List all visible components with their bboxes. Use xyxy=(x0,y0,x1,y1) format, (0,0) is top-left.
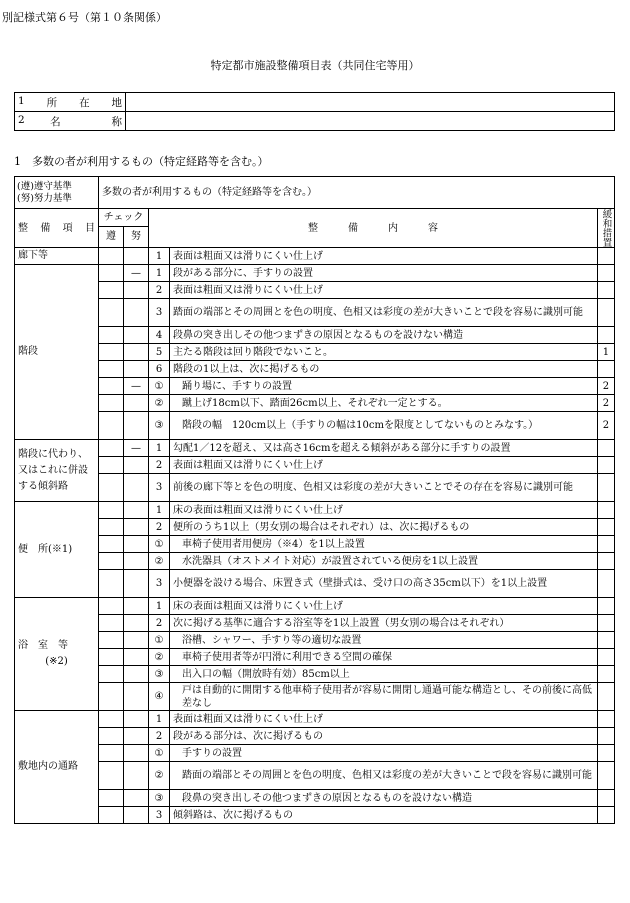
check-effort-cell[interactable] xyxy=(124,248,149,265)
row-number: ① xyxy=(149,745,170,762)
check-mandatory-cell[interactable] xyxy=(99,344,124,361)
requirement-text: 小便器を設ける場合、床置き式（壁掛式は、受け口の高さ35cm以下）を1以上設置 xyxy=(170,570,598,598)
check-mandatory-cell[interactable] xyxy=(99,745,124,762)
header-row-standards xyxy=(15,177,615,209)
document-title: 特定都市施設整備項目表（共同住宅等用） xyxy=(210,59,420,72)
check-mandatory-cell[interactable] xyxy=(99,790,124,807)
checklist-table xyxy=(14,176,615,824)
check-mandatory-cell[interactable] xyxy=(99,711,124,728)
mitigation-cell xyxy=(597,790,614,807)
item-name xyxy=(15,248,99,265)
check-effort-cell[interactable] xyxy=(124,615,149,632)
check-effort-cell[interactable] xyxy=(124,502,149,519)
item-name-text: 廊下等 xyxy=(18,250,48,261)
row-number: 1 xyxy=(149,711,170,728)
check-effort-cell[interactable] xyxy=(124,519,149,536)
mitigation-cell xyxy=(597,807,614,824)
check-mandatory-cell[interactable] xyxy=(99,728,124,745)
check-mandatory-cell[interactable] xyxy=(99,683,124,711)
check-mandatory-cell[interactable] xyxy=(99,395,124,412)
mitigation-cell xyxy=(597,553,614,570)
requirement-text: 踏面の端部とその周囲とを色の明度、色相又は彩度の差が大きいことで段を容易に識別可能 xyxy=(170,299,598,327)
check-mandatory-cell[interactable] xyxy=(99,378,124,395)
item-name-text: 浴 室 等 xyxy=(18,640,68,651)
info-value-field[interactable] xyxy=(126,93,615,112)
mitigation-cell: 2 xyxy=(597,412,614,440)
check-mandatory-cell[interactable] xyxy=(99,327,124,344)
check-mandatory-cell[interactable] xyxy=(99,649,124,666)
requirement-text: 前後の廊下等とを色の明度、色相又は彩度の差が大きいことでその存在を容易に識別可能 xyxy=(170,474,598,502)
checklist-row xyxy=(15,762,615,790)
check-mandatory-cell[interactable] xyxy=(99,666,124,683)
check-effort-cell[interactable] xyxy=(124,282,149,299)
checklist-row xyxy=(15,248,615,265)
check-mandatory-cell[interactable] xyxy=(99,502,124,519)
item-name-text: 便 所(※1) xyxy=(18,543,73,555)
check-mandatory-cell[interactable] xyxy=(99,519,124,536)
mitigation-cell xyxy=(597,248,614,265)
form-number: 別記様式第６号（第１０条関係） xyxy=(2,11,167,24)
mitigation-cell xyxy=(597,536,614,553)
check-effort-cell[interactable] xyxy=(124,711,149,728)
check-effort-cell[interactable] xyxy=(124,807,149,824)
check-effort-cell[interactable] xyxy=(124,598,149,615)
check-effort-cell[interactable] xyxy=(124,553,149,570)
checklist-row xyxy=(15,745,615,762)
check-effort-cell[interactable] xyxy=(124,299,149,327)
checklist-row xyxy=(15,666,615,683)
requirement-text: 勾配1／12を超え、又は高さ16cmを超える傾斜がある部分に手すりの設置 xyxy=(170,440,598,457)
checklist-row xyxy=(15,570,615,598)
check-mandatory-cell[interactable] xyxy=(99,299,124,327)
row-number: 3 xyxy=(149,807,170,824)
mitigation-cell xyxy=(597,361,614,378)
check-effort-cell[interactable] xyxy=(124,570,149,598)
checklist-row xyxy=(15,728,615,745)
check-mandatory-cell[interactable] xyxy=(99,282,124,299)
row-number: 3 xyxy=(149,474,170,502)
mitigation-cell xyxy=(597,457,614,474)
row-number: 1 xyxy=(149,248,170,265)
header-check: チェック xyxy=(99,209,149,227)
checklist-row xyxy=(15,536,615,553)
info-label: 2 名 称 xyxy=(15,112,126,131)
mitigation-cell xyxy=(597,282,614,299)
mitigation-cell xyxy=(597,711,614,728)
checklist-row xyxy=(15,299,615,327)
row-number: ① xyxy=(149,632,170,649)
requirement-text: 床の表面は粗面又は滑りにくい仕上げ xyxy=(170,598,598,615)
legend-mandatory: (遵)遵守基準 xyxy=(17,180,72,192)
checklist-row xyxy=(15,807,615,824)
check-effort-cell: — xyxy=(124,440,149,457)
checklist-row xyxy=(15,457,615,474)
row-number: 2 xyxy=(149,519,170,536)
item-name xyxy=(15,502,99,598)
item-name-text: 階段 xyxy=(18,346,38,357)
row-number: ② xyxy=(149,649,170,666)
check-mandatory-cell[interactable] xyxy=(99,248,124,265)
mitigation-cell xyxy=(597,502,614,519)
requirement-text: 踏面の端部とその周囲とを色の明度、色相又は彩度の差が大きいことで段を容易に識別可能 xyxy=(170,762,598,790)
check-effort-cell[interactable] xyxy=(124,649,149,666)
row-number: ② xyxy=(149,395,170,412)
check-effort-cell[interactable] xyxy=(124,474,149,502)
mitigation-cell: 1 xyxy=(597,344,614,361)
check-mandatory-cell[interactable] xyxy=(99,265,124,282)
checklist-row xyxy=(15,683,615,711)
header-item: 整 備 項 目 xyxy=(15,209,99,248)
checklist-row xyxy=(15,412,615,440)
row-number: ② xyxy=(149,762,170,790)
requirement-text: 表面は粗面又は滑りにくい仕上げ xyxy=(170,282,598,299)
info-label: 1 所 在 地 xyxy=(15,93,126,112)
requirement-text: 階段の幅 120cm以上（手すりの幅は10cmを限度としてないものとみなす。） xyxy=(170,412,598,440)
mitigation-cell: 2 xyxy=(597,395,614,412)
mitigation-cell: 2 xyxy=(597,378,614,395)
requirement-text: 便所のうち1以上（男女別の場合はそれぞれ）は、次に掲げるもの xyxy=(170,519,598,536)
mitigation-cell xyxy=(597,299,614,327)
requirement-text: 段鼻の突き出しその他つまずきの原因となるものを設けない構造 xyxy=(170,790,598,807)
requirement-text: 階段の1以上は、次に掲げるもの xyxy=(170,361,598,378)
row-number: 3 xyxy=(149,570,170,598)
checklist-row xyxy=(15,553,615,570)
check-effort-cell[interactable] xyxy=(124,762,149,790)
check-mandatory-cell[interactable] xyxy=(99,412,124,440)
item-name xyxy=(15,265,99,440)
item-name-note: (※2) xyxy=(45,656,68,667)
check-effort-cell[interactable] xyxy=(124,666,149,683)
requirement-text: 表面は粗面又は滑りにくい仕上げ xyxy=(170,248,598,265)
mitigation-cell xyxy=(597,632,614,649)
check-mandatory-cell[interactable] xyxy=(99,807,124,824)
requirement-text: 踊り場に、手すりの設置 xyxy=(170,378,598,395)
checklist-row xyxy=(15,361,615,378)
mitigation-cell xyxy=(597,666,614,683)
check-mandatory-cell[interactable] xyxy=(99,536,124,553)
check-mandatory-cell[interactable] xyxy=(99,632,124,649)
mitigation-cell xyxy=(597,728,614,745)
requirement-text: 主たる階段は回り階段でないこと。 xyxy=(170,344,598,361)
row-number: 5 xyxy=(149,344,170,361)
checklist-row xyxy=(15,344,615,361)
checklist-row xyxy=(15,615,615,632)
checklist-row xyxy=(15,474,615,502)
requirement-text: 戸は自動的に開閉する他車椅子使用者が容易に開閉し通過可能な構造とし、その前後に高低差なし xyxy=(170,683,598,711)
checklist-row xyxy=(15,598,615,615)
check-effort-cell[interactable] xyxy=(124,412,149,440)
mitigation-cell xyxy=(597,762,614,790)
mitigation-cell xyxy=(597,519,614,536)
row-number: 3 xyxy=(149,299,170,327)
check-effort-cell[interactable] xyxy=(124,327,149,344)
row-number: 2 xyxy=(149,457,170,474)
checklist-row xyxy=(15,395,615,412)
item-name xyxy=(15,598,99,711)
check-mandatory-cell[interactable] xyxy=(99,457,124,474)
checklist-row xyxy=(15,327,615,344)
row-number: 2 xyxy=(149,282,170,299)
check-mandatory-cell[interactable] xyxy=(99,474,124,502)
mitigation-cell xyxy=(597,570,614,598)
check-effort-cell[interactable] xyxy=(124,361,149,378)
info-value-field[interactable] xyxy=(126,112,615,131)
mitigation-cell xyxy=(597,683,614,711)
requirement-text: 段がある部分に、手すりの設置 xyxy=(170,265,598,282)
mitigation-cell xyxy=(597,265,614,282)
check-effort-cell[interactable] xyxy=(124,683,149,711)
check-effort-cell: — xyxy=(124,265,149,282)
requirement-text: 車椅子使用者等が円滑に利用できる空間の確保 xyxy=(170,649,598,666)
requirement-text: 段鼻の突き出しその他つまずきの原因となるものを設けない構造 xyxy=(170,327,598,344)
checklist-row xyxy=(15,282,615,299)
mitigation-cell xyxy=(597,615,614,632)
requirement-text: 表面は粗面又は滑りにくい仕上げ xyxy=(170,711,598,728)
header-effort: 努 xyxy=(124,226,149,247)
row-number: ② xyxy=(149,553,170,570)
check-mandatory-cell[interactable] xyxy=(99,440,124,457)
row-number: 1 xyxy=(149,440,170,457)
requirement-text: 段がある部分は、次に掲げるもの xyxy=(170,728,598,745)
checklist-row xyxy=(15,440,615,457)
row-number: ④ xyxy=(149,683,170,711)
check-mandatory-cell[interactable] xyxy=(99,762,124,790)
legend-effort: (努)努力基準 xyxy=(17,192,72,204)
site-info-table xyxy=(14,92,615,131)
checklist-row xyxy=(15,502,615,519)
check-mandatory-cell[interactable] xyxy=(99,361,124,378)
check-effort-cell[interactable] xyxy=(124,344,149,361)
item-name xyxy=(15,711,99,824)
row-number: 2 xyxy=(149,615,170,632)
check-mandatory-cell[interactable] xyxy=(99,570,124,598)
check-mandatory-cell[interactable] xyxy=(99,615,124,632)
requirement-text: 車椅子使用者用便房（※4）を1以上設置 xyxy=(170,536,598,553)
item-name-text: 階段に代わり、又はこれに併設する傾斜路 xyxy=(18,448,88,492)
item-name xyxy=(15,440,99,502)
check-effort-cell[interactable] xyxy=(124,536,149,553)
item-name-text: 敷地内の通路 xyxy=(18,761,78,772)
standard-legend xyxy=(15,177,99,209)
checklist-row xyxy=(15,632,615,649)
checklist-row xyxy=(15,790,615,807)
row-number: 1 xyxy=(149,598,170,615)
check-effort-cell[interactable] xyxy=(124,790,149,807)
requirement-text: 手すりの設置 xyxy=(170,745,598,762)
info-row xyxy=(15,112,615,131)
requirement-text: 床の表面は粗面又は滑りにくい仕上げ xyxy=(170,502,598,519)
requirement-text: 次に掲げる基準に適合する浴室等を1以上設置（男女別の場合はそれぞれ） xyxy=(170,615,598,632)
check-effort-cell[interactable] xyxy=(124,457,149,474)
requirement-text: 出入口の幅（開放時有効）85cm以上 xyxy=(170,666,598,683)
mitigation-cell xyxy=(597,474,614,502)
row-number: ③ xyxy=(149,790,170,807)
row-number: 2 xyxy=(149,728,170,745)
checklist-row xyxy=(15,378,615,395)
row-number: 1 xyxy=(149,502,170,519)
header-row-check xyxy=(15,209,615,227)
row-number: 4 xyxy=(149,327,170,344)
check-effort-cell[interactable] xyxy=(124,395,149,412)
header-content: 整 備 内 容 xyxy=(149,209,598,248)
category-title: 多数の者が利用するもの（特定経路等を含む。） xyxy=(99,177,615,209)
header-mandatory: 遵 xyxy=(99,226,124,247)
checklist-row xyxy=(15,265,615,282)
section-heading: 1 多数の者が利用するもの（特定経路等を含む。） xyxy=(14,155,269,168)
mitigation-cell xyxy=(597,327,614,344)
check-mandatory-cell[interactable] xyxy=(99,598,124,615)
row-number: 1 xyxy=(149,265,170,282)
row-number: ① xyxy=(149,536,170,553)
row-number: 6 xyxy=(149,361,170,378)
mitigation-cell xyxy=(597,440,614,457)
mitigation-cell xyxy=(597,649,614,666)
row-number: ① xyxy=(149,378,170,395)
requirement-text: 水洗器具（オストメイト対応）が設置されている便房を1以上設置 xyxy=(170,553,598,570)
mitigation-cell xyxy=(597,745,614,762)
check-effort-cell[interactable] xyxy=(124,745,149,762)
info-row xyxy=(15,93,615,112)
requirement-text: 蹴上げ18cm以下、踏面26cm以上、それぞれ一定とする。 xyxy=(170,395,598,412)
requirement-text: 表面は粗面又は滑りにくい仕上げ xyxy=(170,457,598,474)
check-effort-cell: — xyxy=(124,378,149,395)
check-effort-cell[interactable] xyxy=(124,728,149,745)
check-effort-cell[interactable] xyxy=(124,632,149,649)
checklist-row xyxy=(15,711,615,728)
requirement-text: 浴槽、シャワー、手すり等の適切な設置 xyxy=(170,632,598,649)
mitigation-cell xyxy=(597,598,614,615)
checklist-row xyxy=(15,649,615,666)
row-number: ③ xyxy=(149,666,170,683)
requirement-text: 傾斜路は、次に掲げるもの xyxy=(170,807,598,824)
checklist-row xyxy=(15,519,615,536)
header-mitigation: 緩和措置 xyxy=(597,209,614,248)
row-number: ③ xyxy=(149,412,170,440)
check-mandatory-cell[interactable] xyxy=(99,553,124,570)
